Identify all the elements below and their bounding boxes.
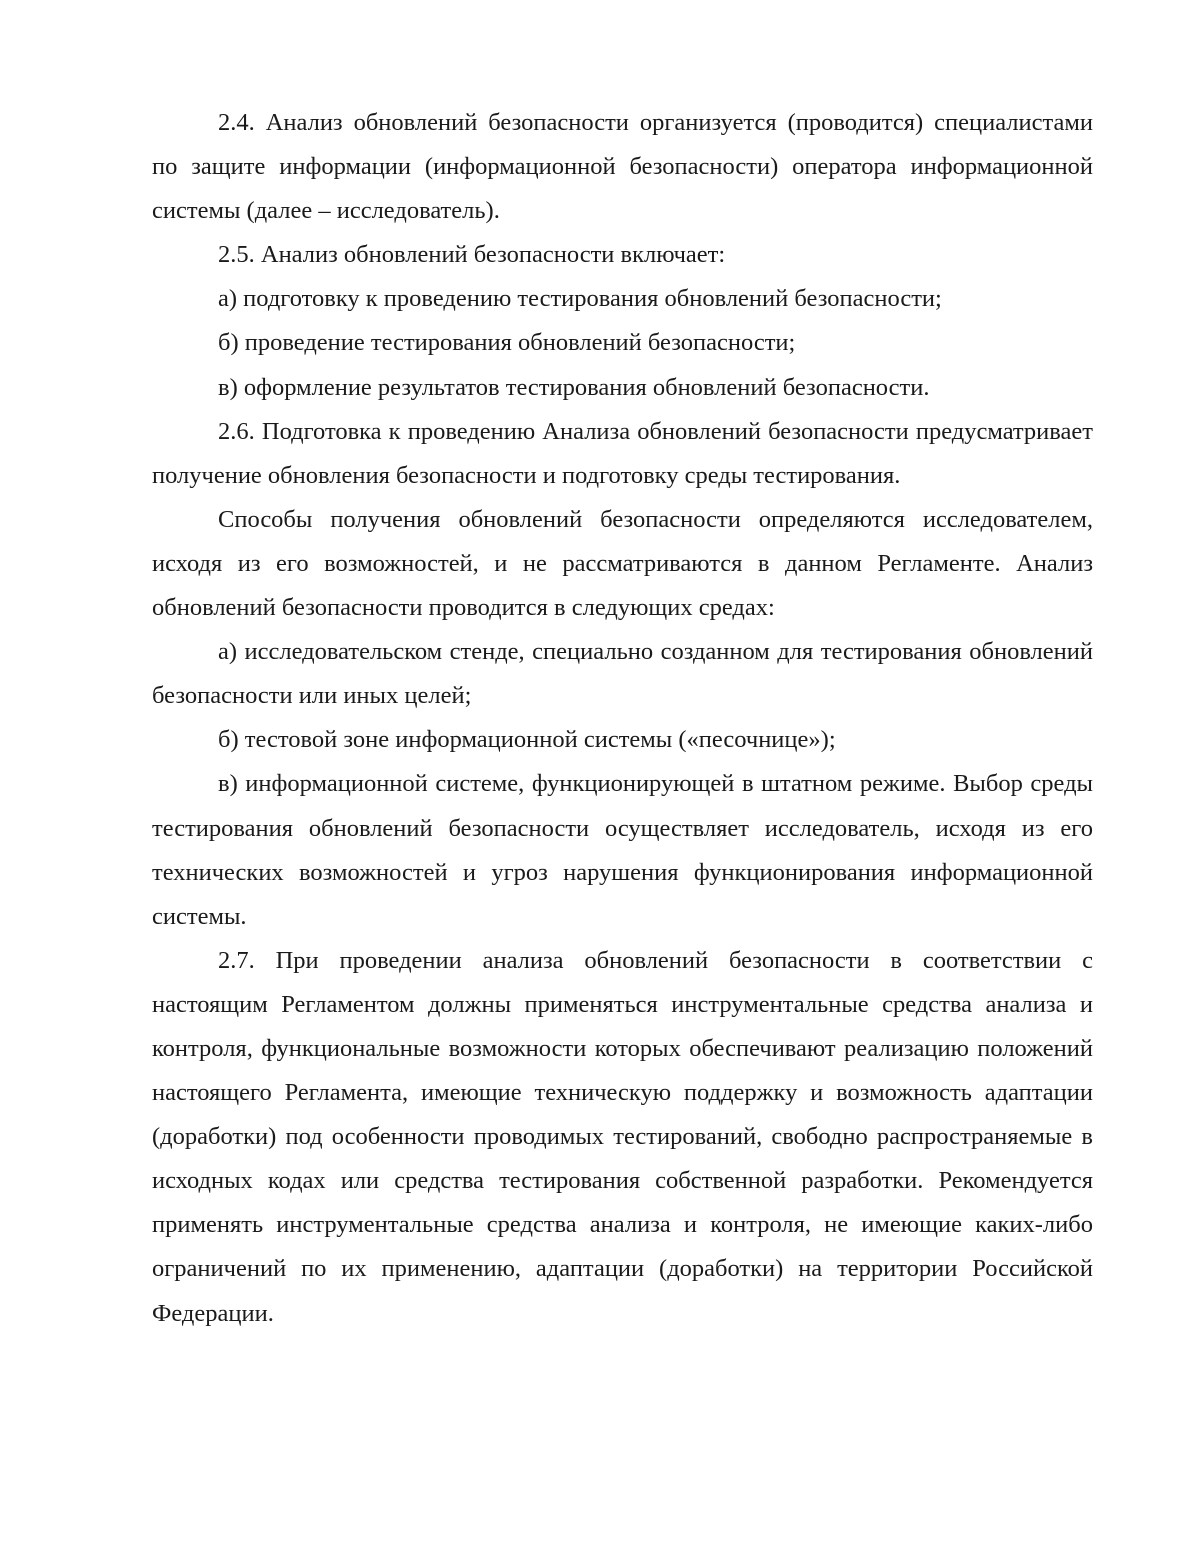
list-item-2-6-a: а) исследовательском стенде, специально созданном для тестирования обновлений безопасности или иных целей; (152, 638, 1093, 710)
list-item-2-5-v: в) оформление результатов тестирования обновлений безопасности. (218, 373, 930, 401)
list-item-2-5-a: а) подготовку к проведению тестирования обновлений безопасности; (218, 285, 942, 313)
paragraph-2-6-methods: Способы получения обновлений безопасности определяются исследователем, исходя из его возможностей, и не рассматриваются в данном Регламенте. Анализ обновлений безопасности проводится в следующих средах: (152, 505, 1093, 622)
list-item-2-5-b: б) проведение тестирования обновлений безопасности; (218, 329, 796, 357)
paragraph-2-5: 2.5. Анализ обновлений безопасности включает: (218, 241, 726, 269)
paragraph-2-7: 2.7. При проведении анализа обновлений безопасности в соответствии с настоящим Регламентом должны применяться инструментальные средства анализа и контроля, функциональные возможности которых обеспечивают реализацию положений настоящего Регламента, имеющие техническую поддержку и возможность адаптации (доработки) под особенности проводимых тестирований, свободно распространяемые в исходных кодах или средства тестирования собственной разработки. Рекомендуется применять инструментальные средства анализа и контроля, не имеющие каких-либо ограничений по их применению, адаптации (доработки) на территории Российской Федерации. (152, 946, 1093, 1327)
list-item-2-6-b: б) тестовой зоне информационной системы («песочнице»); (218, 726, 836, 754)
document-body (152, 101, 1093, 1336)
paragraph-2-4: 2.4. Анализ обновлений безопасности организуется (проводится) специалистами по защите информации (информационной безопасности) оператора информационной системы (далее – исследователь). (152, 109, 1093, 225)
paragraph-2-6: 2.6. Подготовка к проведению Анализа обновлений безопасности предусматривает получение обновления безопасности и подготовку среды тестирования. (152, 417, 1093, 489)
list-item-2-6-v: в) информационной системе, функционирующей в штатном режиме. Выбор среды тестирования обновлений безопасности осуществляет исследователь, исходя из его технических возможностей и угроз нарушения функционирования информационной системы. (152, 770, 1093, 930)
